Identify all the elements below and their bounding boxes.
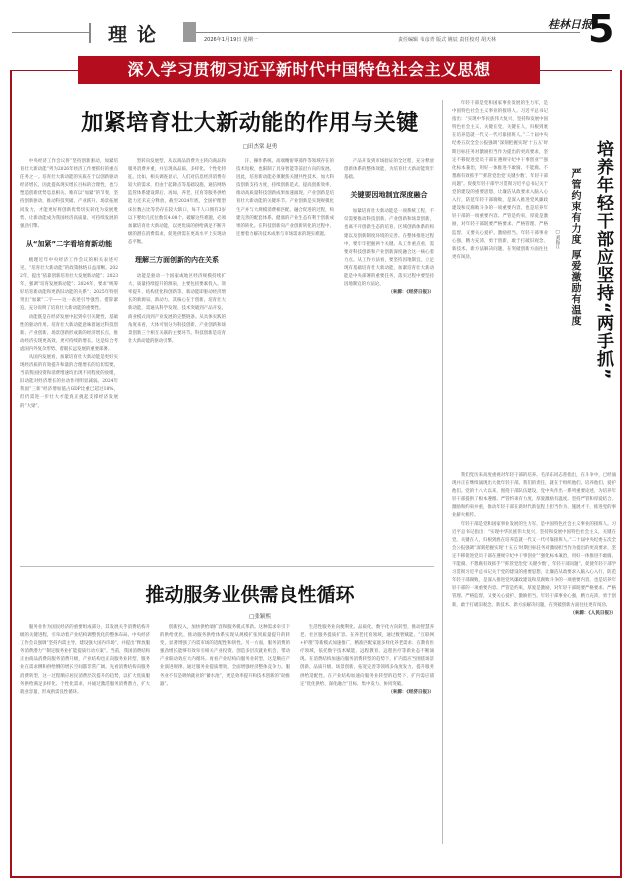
masthead-block [183, 22, 196, 42]
article1-paragraph: 梳理近年中央经济工作会议的相关表述可见，“培育壮大新动能”的政策脉络日益清晰。2022年，提出“依靠创新培育壮大发展新动能”；2023年，强调“培育发展新动能”；2024年，要求“统筹好培育新动能和更新旧动能的关系”；2025年特别突出“加紧”二字——这一表述引导强烈、措辞紧迫，充分说明了培育壮大新动能的重要性。 [20, 257, 118, 312]
article2-paragraph: 生活性服务业向便利化、品质化、数字化方向转型，推动智慧养老、社区服务提质扩容。在养老托育领域，通过数智赋能、“互联网+护理”等新模式加速推广，精准匹配家庭多样化养老需求；在教育医疗领域，依托数字技术赋能，远程教育、远程医疗等新业态不断涌现。在消费结构加速向服务消费转型的趋势下，扩内需应当围绕场景创新、品质升级、场景创新，拓宽完善等领域多角度发力，提升服务供给适配性。在产业结构加速向服务业转型的趋势下，扩内需应锚定“优化供给、深化融合”目标，集中发力、协同突破。 [300, 625, 434, 687]
frame-left [10, 70, 12, 876]
editors-credit: 责任编辑 韦彦青 版式 姚辰 责任校对 胡天林 [398, 37, 496, 43]
article2-source: （来源：《经济日报》） [388, 689, 434, 695]
masthead-rule-left [12, 32, 90, 33]
article1-column-3 [236, 158, 334, 562]
article-divider [20, 566, 434, 567]
article1-paragraph: 产品开发到市场验证的全过程，充分释放创新体系的整体效能，为培育壮大新动能筑牢基础。 [344, 159, 434, 181]
side-article-column-1 [452, 100, 548, 468]
article2-column-2 [160, 624, 290, 870]
article1-subhead-3: 关键要因地制宜深度融合 [350, 191, 428, 200]
article1-subhead-2: 理解三方面创新的内在关系 [135, 256, 219, 265]
article1-subhead-1: 从“加紧”二字看培育新动能 [25, 239, 113, 248]
article1-paragraph: 型转向发展型，从以商品消费为主转向商品和服务消费并重，并呈现高品质、多样化、个性化特征。比如，相关调查显示，人们对信息经济消费有较大的需求，但由于起降点等基础设施、通信网络监管体系建设滞后，再如，养老、托育等服务供给能力还未充分释放，截至2024年底，全国护理型床位数占比等仍存在较大缺口，每千人口拥有3岁以下婴幼儿托位数仅4.08个。破解这些难题，必须加紧培育壮大新动能，以更优质的供给满足不断升级的潜在消费需求，促进供需在更高水平上实现动态平衡。 [128, 159, 226, 245]
article1-column-4 [344, 158, 434, 562]
side-article-paragraph: 我们党历来高度重视对年轻干部的培养。毛泽东同志曾指出，在斗争中，已经涌现并正在继续涌现出大批年轻干部，我们的责任，就在于组织他们、培养他们、爱护他们。党的十八大以来，围绕干部队伍建设，党中央作出一系列重要论述，为培养年轻干部提供了根本遵循。严管约束有力度，厚爱激励有温度。坚持严管和厚爱结合、激励和约束并重，推动年轻干部在新时代新征程上担当作为、施展才干，推进党的事业薪火相传。 [452, 473, 616, 519]
article2-paragraph: 服务业作为国民经济的重要组成部分，其发展关乎消费结构升级的关键进程，引牵动着产业结构调整优化的整体布局。中央经济工作会议强调“坚持内需主导，建设强大国内市场”，并提出“释放服务消费潜力”“制定服务业扩能提质行动方案”。当前，我国消费结构正由商品消费向服务消费升级，产业结构也正向服务业转型，服务业在需求侧和供给侧的增长空间都非常广阔。先看消费结构向服务消费转型，这一过程顺应居民消费层次提升的趋势，以扩大优质服务供给满足多样化、个性化需求，并通过激活服务消费潜力，扩大就业容量，形成供需良性循环。 [20, 625, 150, 695]
masthead-tick [89, 23, 91, 43]
article1-paragraph: 动能是驱动一个国家或地区经济规模持续扩大、质量持续提升的源泉，主要包括要素投入、效率提升、结构优化和创新等。新动能即驱动经济增长的新源泉、新动力，其核心在于创新。培育壮大新动能，需通从科学发现、技术突破到产品开发、商业模式再到产业发展的完整链条。从具体实践的角度来看，大体可划分为科技创新、产业创新和场景创新三个相互关联的主要环节。科技创新是培育壮大新动能的驱动引擎。 [128, 274, 226, 344]
article2-column-1 [20, 624, 150, 870]
side-article-author: □刘振江 [555, 230, 560, 249]
frame-bottom [10, 876, 622, 878]
issue-date: 2026年1月19日 星期一 [204, 37, 258, 43]
article1-paragraph: 从国内发展看，加紧培育壮大新动能是更好实现经济质的有效提升和量的合理增长的迫切需要。当前我国投资和消费增速均出现不同程度的放缓，旧动能对经济增长的拉动作用明显减弱。2024年我国“三新”经济增加值占GDP比重已超过18%，但仍需进一步壮大才能真正挑起支撑经济发展的“大梁”。 [20, 354, 118, 409]
article1-paragraph: 动能既是在经济发展中起到牵引关键性、基础性的驱动作用。培育壮大新动能意味着通过科技创新、产业创新、场景创新形成新的经济增长点，推动经济实现更高效、更可持续的增长。这是综合考虑国内外复杂形势、着眼长远发展的重要部署。 [20, 314, 118, 352]
article1-paragraph: 加紧培育壮大新动能是一项系统工程，不仅需要推动科技创新、产业创新和场景创新，也离不开创新生态的培育、区域创新体系的构建以及创新制度环境的完善。在整体推进过程中，要牢牢把握两个关键。从工作重点看，需要对科技创新和产业创新深度融合这一核心着力点。从工作方法看，要坚持因地制宜，立足现有基础培育壮大新动能，加紧培育壮大新动能是中央部署的重要任务，落实过程中要坚持因地制宜的方法论。 [344, 209, 434, 288]
side-article-source: （来源：《人民日报》） [570, 610, 616, 616]
masthead-rule-right [196, 32, 580, 33]
article1-author: □田杰棠 赵勇 [242, 144, 278, 150]
frame-right [620, 70, 622, 876]
article1-paragraph: 中央经济工作会议将“坚持创新驱动，加紧培育壮大新动能”列为2026年经济工作要抓好的重点任务之一。培育壮大新动能的实质在于以创新驱动经济增长，因此提高现实增长目标的合理性，也与塑造创新优势息息相关。唯有以“加紧”的节奏，坚持创新驱动，推动科技突破、产业跃升、场景拓展同发力，才能更好将创新优势切实转化为发展胜势，让新动能成为我国经济高质量、可持续发展的强劲引擎。 [20, 159, 118, 229]
article2-column-3 [300, 624, 434, 870]
side-article-title: 培养年轻干部应坚持“两手抓” [593, 140, 613, 381]
article2-paragraph: 创新投入，加快供给端扩容和服务模式革新。这种需求牵引下的供给优化，推动服务供给体系实现从规模扩张到质量提升的转变，显著增强了内需市场的适配性和韧性。另一方面，服务消费的强劲增长能够有效牵引相关产业投资、创造多层次就业机会，带动产业联动效应大内循环。再看产业结构向服务业转型，这是顺应产业演进规律、通过服务业提质增效，全面增强经济整体竞争力。服务业不仅是吸纳就业的“蓄水池”，更是效率提升和技术创新的“助推器”。 [160, 625, 290, 687]
article2-title: 推动服务业供需良性循环 [145, 584, 355, 606]
article2-author: □张颖熙 [249, 614, 271, 620]
article1-paragraph: 汗、操作系统、高端精密零部件等领域存在的技术短板，也限制了具身智能等前沿方向的发展。因此，培育新动能必须聚焦关键共性技术，加大科技创新支持力度，持续创新范式，提高创新效率，推动高质量科技创新成果加速涌现。产业创新是培育壮大新动能的关键环节。产业创新是实现规模化生产并与大规模消费相匹配、融合促进的过程，构建完善的配套体系、健康的产业生态有利于创新成果的转化。在科技创新向产业创新转化的过程中，还要着力解决技术成果与市场需求的现实难题。 [236, 159, 334, 237]
article1-source: （来源：《经济日报》） [388, 290, 434, 296]
article1-column-1 [20, 158, 118, 562]
side-article-paragraph: 年轻干部是党和国家事业发展的生力军，是中国特色社会主义事业的接班人。习近平总书记指出：“实现中华民族伟大复兴，坚持和发展中国特色社会主义，关键在党，关键在人，归根到底在培养造就一代又一代可靠接班人。”二十届中央纪委五次全会公报强调“深刻把握实现‘十五五’时期目标任务对激励担当作为提出的更高要求，坚定不移促进党员干部在遵规守纪中干事创业”“强化标本兼治，用好一体推进不敢腐、不能腐、不想腐有效抓手”“抓管党治党‘关键少数’，年轻干部问题”。促使年轻干部学习贯彻习近平总书记关于党的建设的重要思想，让廉洁从政要求入脑入心入行，防范年轻干部腐败，是深入推进党风廉政建设和反腐败斗争的一项重要内容，也是培养年轻干部的一项重要内容。严管是约束，厚爱是激励，对年轻干部既要严格要求、严格管理、严格监督，又要关心爱护、激励担当。年轻干部事业心强，精力充沛，勇于创新，敢于打破旧观念、新技术、新方法解决问题，在突破创新方面往往更有闯劲。 [452, 101, 548, 260]
section-name: 理论 [108, 24, 167, 46]
column-divider [442, 100, 443, 844]
side-article-subtitle: 严管约束有力度 厚爱激励有温度 [569, 168, 580, 327]
page-number: 5 [588, 7, 615, 51]
paper-logo: 桂林日报 [548, 18, 592, 31]
article1-title: 加紧培育壮大新动能的作用与关键 [81, 111, 419, 136]
side-article-column-2 [452, 472, 616, 870]
section-banner: 深入学习贯彻习近平新时代中国特色社会主义思想 [78, 56, 540, 84]
side-article-paragraph: 年轻干部是党和国家事业发展的生力军，是中国特色社会主义事业的接班人。习近平总书记指出：“实现中华民族伟大复兴，坚持和发展中国特色社会主义，关键在党，关键在人，归根到底在培养造就一代又一代可靠接班人。”二十届中央纪委五次全会公报强调“深刻把握实现‘十五五’时期目标任务对激励担当作为提出的更高要求，坚定不移促进党员干部在遵规守纪中干事创业”“强化标本兼治，用好一体推进不敢腐、不能腐、不想腐有效抓手”“抓管党治党‘关键少数’，年轻干部问题”。促使年轻干部学习贯彻习近平总书记关于党的建设的重要思想，让廉洁从政要求入脑入心入行，防范年轻干部腐败，是深入推进党风廉政建设和反腐败斗争的一项重要内容，也是培养年轻干部的一项重要内容。严管是约束，厚爱是激励，对年轻干部既要严格要求、严格管理、严格监督，又要关心爱护、激励担当。年轻干部事业心强，精力充沛，勇于创新，敢于打破旧观念、新技术、新方法解决问题，在突破创新方面往往更有闯劲。 [452, 521, 616, 608]
article1-column-2 [128, 158, 226, 562]
